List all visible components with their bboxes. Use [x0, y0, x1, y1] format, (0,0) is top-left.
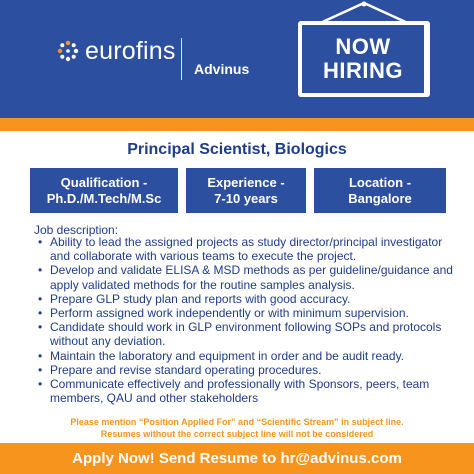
list-item-text: Communicate effectively and professionally with Sponsors, peers, team members, QAU and other stakeholders	[50, 377, 430, 406]
list-item-text: Maintain the laboratory and equipment in order and be audit ready.	[50, 348, 405, 363]
job-description-heading: Job description:	[34, 223, 119, 237]
list-item	[34, 235, 454, 263]
sub-brand: Advinus	[194, 61, 250, 77]
list-item	[34, 263, 454, 291]
bullet: •	[38, 320, 43, 335]
location-box	[314, 168, 446, 213]
experience-value: 7-10 years	[214, 190, 278, 206]
list-item-text: Prepare and revise standard operating procedures.	[50, 362, 322, 377]
bullet: •	[38, 362, 43, 377]
bullet: •	[38, 263, 43, 278]
job-description-list	[34, 235, 454, 405]
eurofins-logo	[57, 36, 176, 66]
qualification-box	[30, 168, 178, 213]
experience-label: Experience -	[207, 174, 285, 190]
list-item	[34, 349, 454, 363]
note-line-1: Please mention “Position Applied For” and “Scientific Stream” in subject line.	[70, 417, 404, 427]
bullet: •	[38, 291, 43, 306]
job-title: Principal Scientist, Biologics	[127, 141, 347, 158]
list-item	[34, 306, 454, 320]
subject-line-note	[0, 416, 474, 440]
apply-cta[interactable]: Apply Now! Send Resume to hr@advinus.com	[72, 450, 402, 467]
experience-box	[186, 168, 306, 213]
qualification-value: Ph.D./M.Tech/M.Sc	[46, 190, 162, 206]
location-label: Location -	[348, 174, 412, 190]
bullet: •	[38, 348, 43, 363]
list-item-text: Develop and validate ELISA & MSD methods as per guideline/guidance and apply validated methods for the routine samples analysis.	[50, 263, 453, 292]
info-boxes	[30, 168, 446, 213]
note-line-2: Resumes without the correct subject line will not be considered	[100, 429, 374, 439]
qualification-label: Qualification -	[60, 174, 148, 190]
list-item	[34, 377, 454, 405]
orange-divider	[0, 118, 474, 131]
logo-text: eurofins	[85, 36, 176, 65]
location-value: Bangalore	[348, 190, 412, 206]
list-item-text: Perform assigned work independently or with minimum supervision.	[50, 306, 409, 321]
list-item-text: Prepare GLP study plan and reports with good accuracy.	[50, 291, 351, 306]
list-item-text: Candidate should work in GLP environment following SOPs and protocols without any deviation.	[50, 320, 442, 349]
sign-line-hiring: HIRING	[323, 58, 403, 83]
list-item	[34, 363, 454, 377]
eurofins-dots-icon	[57, 40, 79, 62]
bullet: •	[38, 235, 43, 249]
sign-panel	[304, 27, 422, 91]
bullet: •	[38, 377, 43, 392]
sign-line-now: NOW	[335, 34, 391, 59]
list-item	[34, 292, 454, 306]
now-hiring-sign	[298, 21, 430, 97]
bullet: •	[38, 306, 43, 321]
list-item	[34, 320, 454, 348]
logo-divider	[181, 38, 182, 80]
list-item-text: Ability to lead the assigned projects as study director/principal investigator and collaborate with various teams to execute the project.	[50, 235, 443, 264]
apply-footer	[0, 443, 474, 474]
